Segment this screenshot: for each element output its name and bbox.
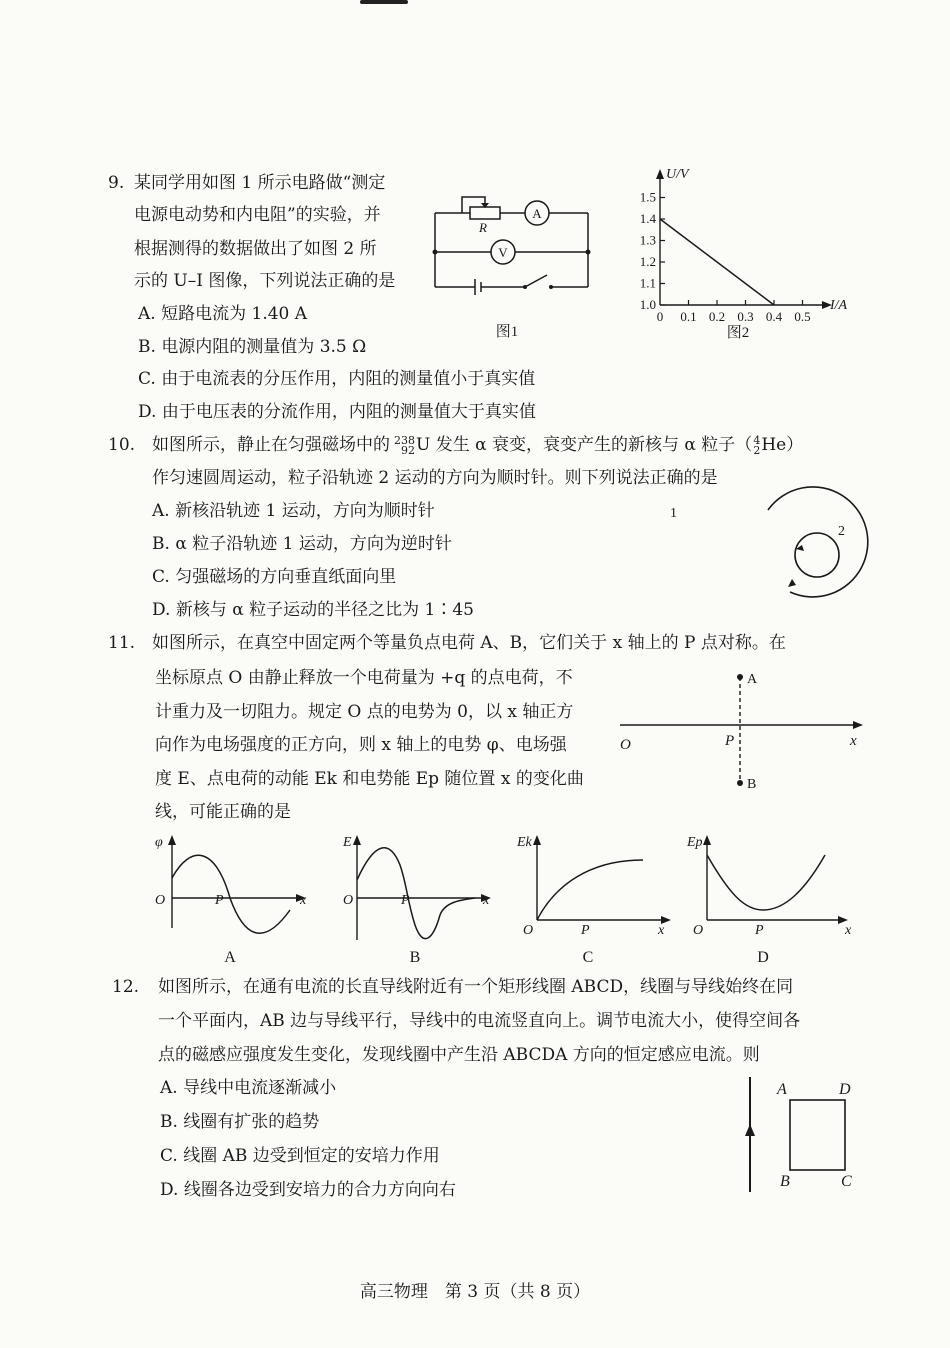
svg-text:P: P — [401, 893, 410, 908]
charge-b — [737, 780, 743, 786]
svg-text:O: O — [523, 923, 534, 938]
svg-text:x: x — [658, 923, 665, 938]
x-label: x — [850, 733, 857, 749]
svg-text:O: O — [343, 893, 354, 908]
ui-xlabel: I/A — [830, 298, 848, 313]
q12-option-b[interactable]: B. 线圈有扩张的趋势 — [160, 1112, 320, 1132]
svg-text:O: O — [155, 893, 166, 908]
y-tick-label: 1.1 — [639, 275, 656, 291]
charge-a-label: A — [747, 672, 758, 687]
q11-charge-diagram — [615, 665, 870, 795]
q12-option-a[interactable]: A. 导线中电流逐渐减小 — [160, 1078, 337, 1098]
track-1 — [768, 487, 868, 597]
svg-text:P: P — [215, 893, 224, 908]
svg-text:D: D — [839, 1081, 851, 1098]
origin-label: O — [620, 737, 631, 753]
q11-graph-d — [685, 830, 860, 970]
q9-option-b[interactable]: B. 电源内阻的测量值为 3.5 Ω — [138, 337, 367, 357]
y-tick-label: 1.0 — [639, 297, 656, 312]
q11-stem-line: 向作为电场强度的正方向，则 x 轴上的电势 φ、电场强 — [155, 735, 567, 755]
x-tick-label: 0.4 — [765, 309, 783, 324]
q11-stem-line: 线，可能正确的是 — [155, 802, 291, 822]
q10-stem-line2: 作匀速圆周运动，粒子沿轨迹 2 运动的方向为顺时针。则下列说法正确的是 — [152, 468, 718, 488]
q12-stem-line: 点的磁感应强度发生变化，发现线圈中产生沿 ABCDA 方向的恒定感应电流。则 — [158, 1045, 760, 1065]
q9-ui-graph — [620, 160, 850, 340]
q10-option-a[interactable]: A. 新核沿轨迹 1 运动，方向为顺时针 — [152, 501, 435, 521]
q9-option-c[interactable]: C. 由于电流表的分压作用，内阻的测量值小于真实值 — [138, 369, 536, 389]
y-tick-label: 1.3 — [639, 232, 656, 248]
q11-number: 11. — [108, 633, 136, 653]
q11-graph-b — [335, 830, 505, 970]
svg-text:C: C — [841, 1173, 852, 1190]
x-tick-label: 0.5 — [794, 309, 811, 324]
page-footer: 高三物理 第 3 页（共 8 页） — [359, 1282, 591, 1302]
q12-option-c[interactable]: C. 线圈 AB 边受到恒定的安培力作用 — [160, 1146, 440, 1166]
q9-stem-line: 某同学用如图 1 所示电路做“测定 — [134, 173, 386, 193]
svg-text:x: x — [300, 893, 307, 908]
ui-ylabel: U/V — [666, 167, 689, 182]
track-1-label: 1 — [670, 506, 677, 521]
svg-text:x: x — [845, 923, 852, 938]
svg-text:O: O — [693, 923, 704, 938]
q9-stem-line: 根据测得的数据做出了如图 2 所 — [134, 239, 377, 259]
track-2 — [795, 533, 839, 577]
charge-a — [737, 674, 743, 680]
q11-stem-line1: 如图所示，在真空中固定两个等量负点电荷 A、B，它们关于 x 轴上的 P 点对称。在 — [152, 633, 786, 653]
svg-text:Ek: Ek — [517, 835, 532, 850]
q11-stem-line: 度 E、点电荷的动能 Ek 和电势能 Ep 随位置 x 的变化曲 — [155, 769, 584, 789]
fig2-caption: 图2 — [726, 325, 750, 341]
x-tick-label: 0.2 — [708, 309, 726, 324]
q12-coil-diagram — [735, 1072, 865, 1197]
svg-text:P: P — [755, 923, 764, 938]
svg-text:P: P — [581, 923, 590, 938]
svg-text:Ep: Ep — [687, 835, 703, 850]
svg-text:B: B — [780, 1173, 790, 1190]
top-scan-mark — [360, 0, 408, 4]
q10-option-b[interactable]: B. α 粒子沿轨迹 1 运动，方向为逆时针 — [152, 534, 452, 554]
rectangular-coil — [790, 1100, 845, 1170]
q9-number: 9. — [108, 173, 125, 193]
q10-track-diagram — [660, 495, 860, 625]
ui-line — [660, 219, 774, 305]
q10-option-d[interactable]: D. 新核与 α 粒子运动的半径之比为 1∶45 — [152, 600, 474, 620]
graph-c-caption[interactable]: C — [582, 949, 594, 966]
charge-b-label: B — [747, 777, 757, 792]
q11-graph-a — [150, 830, 320, 970]
y-tick-label: 1.2 — [639, 254, 656, 269]
y-tick-label: 1.4 — [639, 211, 656, 226]
q12-option-d[interactable]: D. 线圈各边受到安培力的合力方向向右 — [160, 1180, 456, 1200]
q9-option-a[interactable]: A. 短路电流为 1.40 A — [138, 304, 308, 324]
q9-circuit-diagram — [425, 185, 605, 345]
graph-b-caption[interactable]: B — [409, 949, 421, 966]
q11-stem-line: 坐标原点 O 由静止释放一个电荷量为 +q 的点电荷，不 — [155, 668, 573, 688]
track-2-label: 2 — [838, 524, 845, 539]
q10-stem-line1: 如图所示，静止在匀强磁场中的 238 92U 发生 α 衰变，衰变产生的新核与 α 粒子（4 2He） — [152, 433, 804, 457]
ammeter-label: A — [532, 206, 542, 221]
q10-option-c[interactable]: C. 匀强磁场的方向垂直纸面向里 — [152, 567, 397, 587]
p-label: P — [725, 733, 735, 749]
x-tick-label: 0.1 — [680, 309, 697, 324]
q12-stem-line: 如图所示，在通有电流的长直导线附近有一个矩形线圈 ABCD，线圈与导线始终在同 — [158, 977, 794, 997]
q9-stem-line: 示的 U–I 图像，下列说法正确的是 — [134, 271, 396, 291]
svg-text:φ: φ — [155, 835, 163, 850]
svg-text:E: E — [343, 835, 352, 850]
q10-number: 10. — [108, 435, 136, 455]
q11-stem-line: 计重力及一切阻力。规定 O 点的电势为 0，以 x 轴正方 — [155, 702, 574, 722]
q12-stem-line: 一个平面内，AB 边与导线平行，导线中的电流竖直向上。调节电流大小，使得空间各 — [158, 1011, 801, 1031]
y-tick-label: 1.5 — [639, 189, 656, 205]
x-tick-label: 0 — [656, 309, 664, 324]
q11-graph-c — [515, 830, 685, 970]
q9-stem-line: 电源电动势和内电阻”的实验，并 — [134, 205, 381, 225]
fig1-caption: 图1 — [495, 324, 519, 340]
svg-text:x: x — [483, 893, 490, 908]
q9-option-d[interactable]: D. 由于电压表的分流作用，内阻的测量值大于真实值 — [138, 402, 536, 422]
rheostat-label: R — [479, 220, 487, 235]
graph-a-caption[interactable]: A — [224, 949, 236, 966]
x-tick-label: 0.3 — [737, 309, 754, 324]
voltmeter-label: V — [498, 245, 508, 260]
svg-text:A: A — [777, 1081, 787, 1098]
q12-number: 12. — [112, 977, 140, 997]
graph-d-caption[interactable]: D — [757, 949, 769, 966]
